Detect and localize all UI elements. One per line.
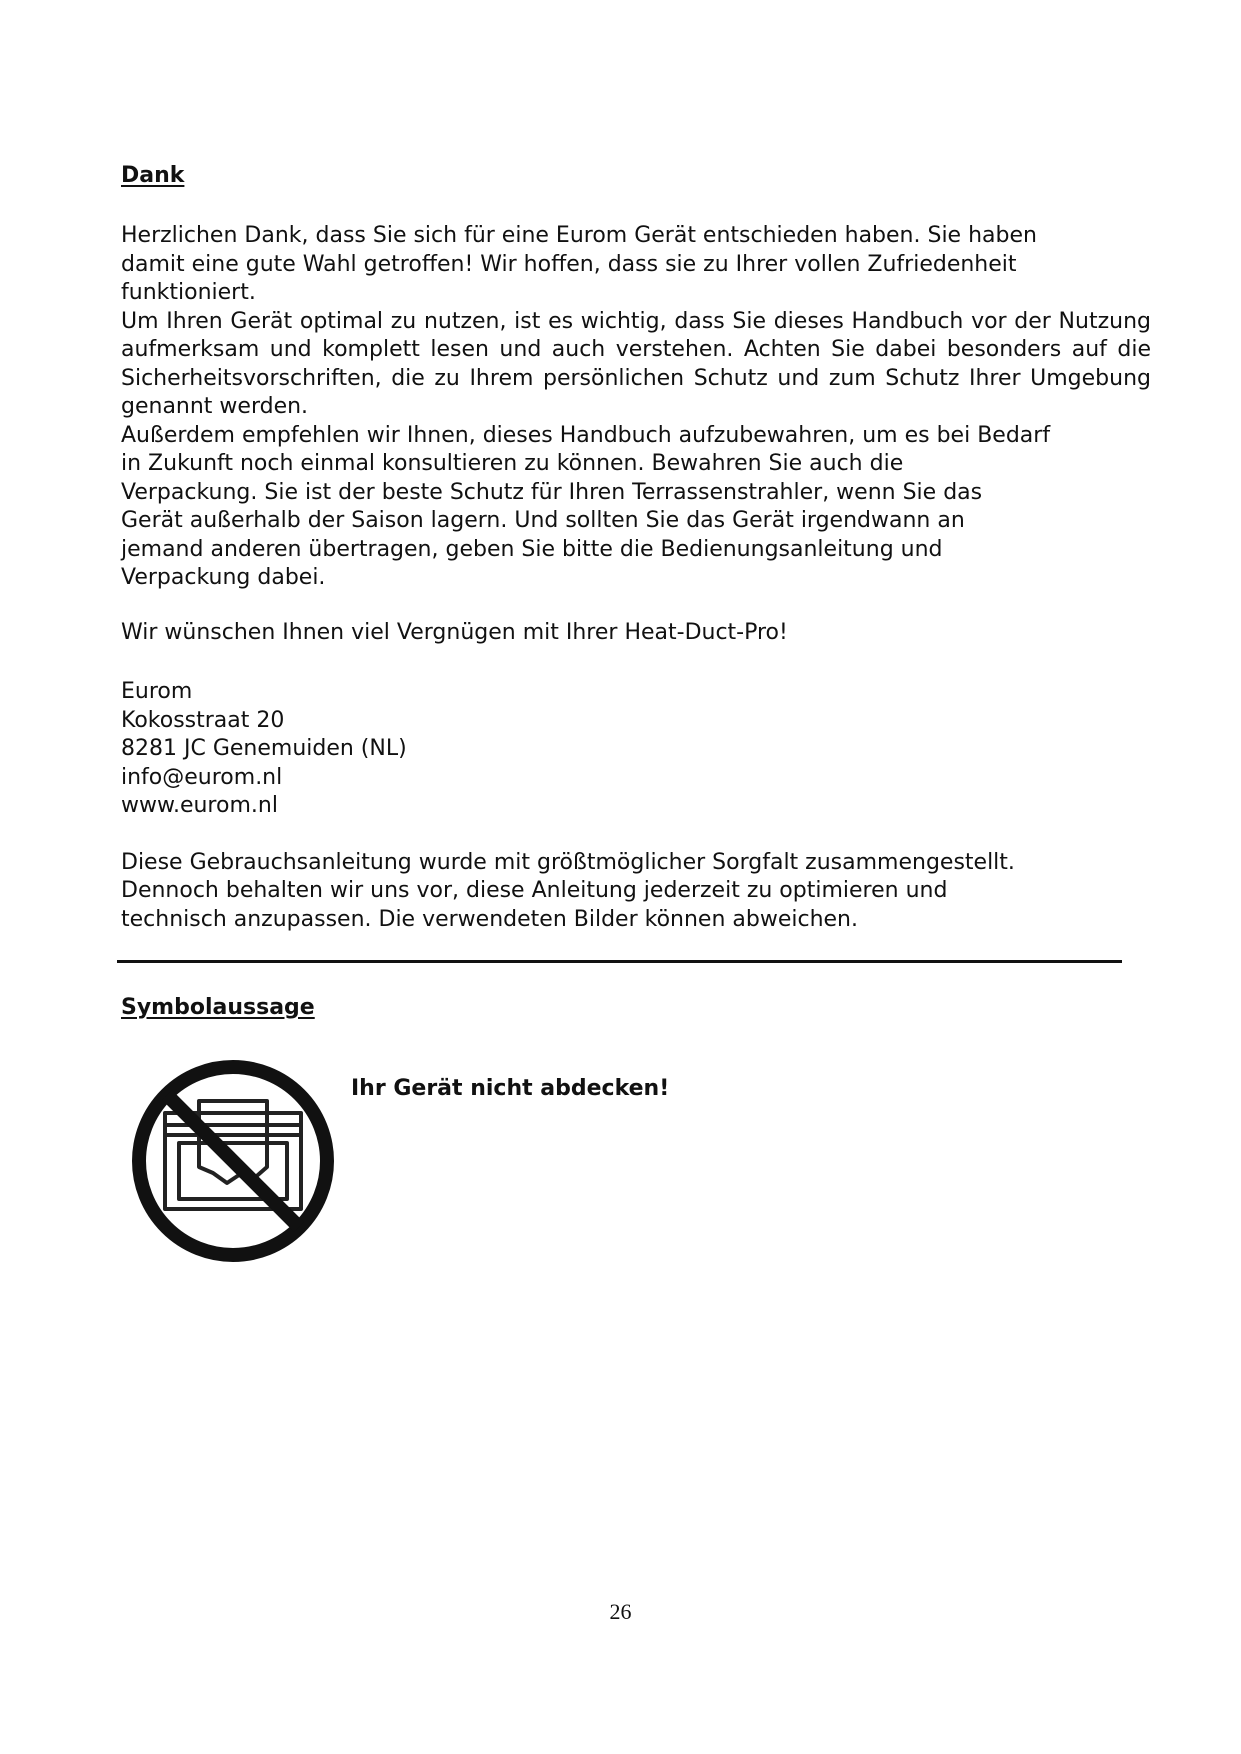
symbol-heading: Symbolaussage: [121, 995, 315, 1020]
page-number: 26: [609, 1599, 632, 1624]
disclaimer-line: Dennoch behalten wir uns vor, diese Anleitung jederzeit zu optimieren und: [121, 878, 948, 903]
keep-line: Außerdem empfehlen wir Ihnen, dieses Handbuch aufzubewahren, um es bei Bedarf: [121, 422, 1051, 448]
company-website: www.eurom.nl: [121, 793, 278, 818]
dank-section: [121, 162, 1151, 934]
intro-paragraph: [121, 222, 1151, 308]
keep-line: Gerät außerhalb der Saison lagern. Und sollten Sie das Gerät irgendwann an: [121, 508, 965, 533]
company-street: Kokosstraat 20: [121, 707, 285, 733]
dank-heading: Dank: [121, 163, 185, 188]
company-name: Eurom: [121, 679, 193, 704]
section-divider: [117, 960, 1122, 963]
intro-line: damit eine gute Wahl getroffen! Wir hoffen, dass sie zu Ihrer vollen Zufriedenheit: [121, 251, 1017, 277]
company-email: info@eurom.nl: [121, 764, 283, 790]
disclaimer-paragraph: [121, 849, 1151, 935]
company-city: 8281 JC Genemuiden (NL): [121, 736, 407, 761]
keep-line: Verpackung dabei.: [121, 565, 326, 590]
keep-manual-paragraph: [121, 422, 1151, 593]
keep-line: in Zukunft noch einmal konsultieren zu können. Bewahren Sie auch die: [121, 451, 904, 476]
do-not-cover-icon: [127, 1055, 339, 1267]
disclaimer-line: technisch anzupassen. Die verwendeten Bilder können abweichen.: [121, 906, 858, 932]
usage-paragraph: Um Ihren Gerät optimal zu nutzen, ist es wichtig, dass Sie dieses Handbuch vor der Nutzung aufmerksam und komplett lesen und auch verstehen. Achten Sie dabei besonders auf die Sicherheitsvorschriften, die zu Ihrem persönlichen Schutz und zum Schutz Ihrer Umgebung genannt werden.: [121, 308, 1151, 419]
symbol-section: [121, 994, 1121, 1022]
wish-paragraph: Wir wünschen Ihnen viel Vergnügen mit Ihrer Heat-Duct-Pro!: [121, 619, 788, 645]
keep-line: Verpackung. Sie ist der beste Schutz für Ihren Terrassenstrahler, wenn Sie das: [121, 479, 983, 505]
symbol-description: Ihr Gerät nicht abdecken!: [351, 1076, 670, 1101]
intro-line: Herzlichen Dank, dass Sie sich für eine Eurom Gerät entschieden haben. Sie haben: [121, 223, 1037, 248]
symbol-item: [121, 1055, 1121, 1275]
disclaimer-line: Diese Gebrauchsanleitung wurde mit größtmöglicher Sorgfalt zusammengestellt.: [121, 849, 1015, 875]
keep-line: jemand anderen übertragen, geben Sie bitte die Bedienungsanleitung und: [121, 536, 943, 562]
intro-line: funktioniert.: [121, 280, 256, 305]
company-address: [121, 678, 1151, 821]
